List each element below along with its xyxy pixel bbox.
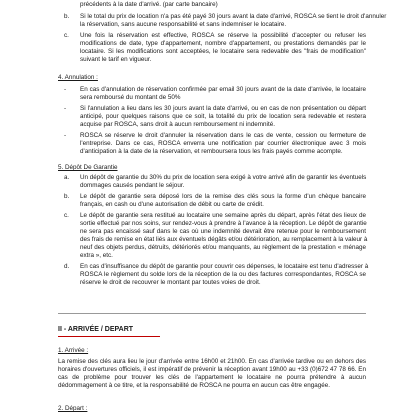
paragraph-line: neuf des objets perdus, détruits, détériorés et/ou manquants, au règlement de la prestation « ménage	[80, 244, 366, 251]
item-label: b.	[64, 13, 70, 20]
item-label: -	[64, 132, 67, 139]
title-underline	[58, 336, 160, 337]
paragraph-line: dédommagement à ce titre, et la responsabilité de ROSCA ne pourra en aucun cas être engagée.	[58, 382, 330, 389]
paragraph-line: locataire. Si les modifications sont acceptées, le locataire sera redevable des "frais de modification"	[80, 48, 366, 55]
paragraph-line: sortie effectué par nos soins, sur rendez-vous à prendre à l'avance à la réception. Le dépôt de garantie	[80, 220, 367, 227]
item-label: c.	[64, 212, 69, 219]
item-label: a.	[64, 174, 70, 181]
paragraph-line: sera remboursé du montant de 50%	[80, 94, 181, 101]
top-line: précédents à la date d'arrivé. (par carte bancaire)	[80, 1, 218, 8]
paragraph-line: réserve le droit de recouvrer le montant par toutes voies de droit.	[80, 279, 261, 286]
paragraph-line: Une fois la réservation est effective, ROSCA se réserve la possibilité d'accepter ou refuser les	[80, 32, 366, 39]
subsection-heading: 2. Départ :	[58, 405, 88, 412]
section-heading: 4. Annulation :	[58, 74, 98, 81]
paragraph-line: ROSCA le règlement du solde lors de la réception de la ou des factures correspondantes, ROSCA se	[80, 271, 366, 278]
paragraph-line: Le dépôt de garantie sera déposé lors de la remise des clés sous la forme d'un chèque bancaire	[80, 193, 366, 200]
paragraph-line: horaires d'ouvertures officiels, il est impératif de prévenir la réception avant 19h00 au +33 (0)672 47 78 66. En	[58, 366, 366, 373]
paragraph-line: la réservation, sans aucune responsabilité et sans indemniser le locataire.	[80, 21, 287, 28]
item-label: -	[64, 105, 67, 112]
paragraph-line: acquise par ROSCA, sans droit à aucun remboursement ni indemnité.	[80, 121, 275, 128]
paragraph-line: Si le total du prix de location n'a pas été payé 30 jours avant la date d'arrivé, ROSCA se tient le droit d'annuler	[80, 13, 387, 20]
subsection-heading: 1. Arrivée :	[58, 347, 89, 354]
item-label: c.	[64, 32, 69, 39]
paragraph-line: d'anticipation à la date de la réservation, et remboursera tous les frais payés comme acompte.	[80, 148, 343, 155]
paragraph-line: anticipé, pour quelques raisons que ce soit, la totalité du prix de location sera redevable et restera	[80, 113, 366, 120]
section-divider	[58, 313, 366, 314]
paragraph-line: des frais de remise en état liés aux éventuels dégâts et/ou détérioration, au remplacement à la valeur à	[80, 236, 368, 243]
paragraph-line: suivant le tarif en vigueur.	[80, 56, 152, 63]
paragraph-line: l'entreprise. Dans ce cas, ROSCA enverra une notification par courrier électronique avec 3 mois	[80, 140, 366, 147]
paragraph-line: Le dépôt de garantie sera restitué au locataire une semaine après du départ, après l'état des lieux de	[80, 212, 366, 219]
paragraph-line: Un dépôt de garantie du 30% du prix de location sera exigé à votre arrivé afin de garantir les éventuels	[80, 174, 367, 181]
paragraph-line: En cas d'insuffisance du dépôt de garantie pour couvrir ces dépenses, le locataire est tenu d'adresser à	[80, 263, 369, 270]
item-label: d.	[64, 263, 70, 270]
section-title: II - ARRIVÉE / DEPART	[58, 326, 134, 333]
section-heading: 5. Dépôt De Garantie	[58, 164, 118, 171]
paragraph-line: modifications de date, type d'appartement, nombre d'appartement, ou prestations demandés par le	[80, 40, 366, 47]
paragraph-line: dommages causés pendant le séjour.	[80, 182, 185, 189]
paragraph-line: français, en cash ou d'une autorisation de débit ou carte de crédit.	[80, 201, 264, 208]
paragraph-line: ne sera pas encaissé sauf dans le cas où une indemnité devrait être retenue pour le remboursement	[80, 228, 366, 235]
paragraph-line: extra », etc.	[80, 252, 113, 259]
paragraph-line: La remise des clés aura lieu le jour d'arrivée entre 16h00 et 21h00. En cas d'arrivée tardive ou en dehors des	[58, 358, 366, 365]
item-label: -	[64, 86, 67, 93]
paragraph-line: En cas d'annulation de réservation confirmée par email 30 jours avant de la date d'arrivée, le locataire	[80, 86, 366, 93]
paragraph-line: cas de problème pour trouver les clés de l'appartement le locataire ne pourra prétendre à aucun	[58, 374, 366, 381]
paragraph-line: ROSCA se réserve le droit d'annuler la réservation dans le cas de vente, cession ou fermeture de	[80, 132, 366, 139]
item-label: b.	[64, 193, 70, 200]
paragraph-line: Si l'annulation a lieu dans les 30 jours avant la date d'arrivé, ou en cas de non présentation ou départ	[80, 105, 366, 112]
